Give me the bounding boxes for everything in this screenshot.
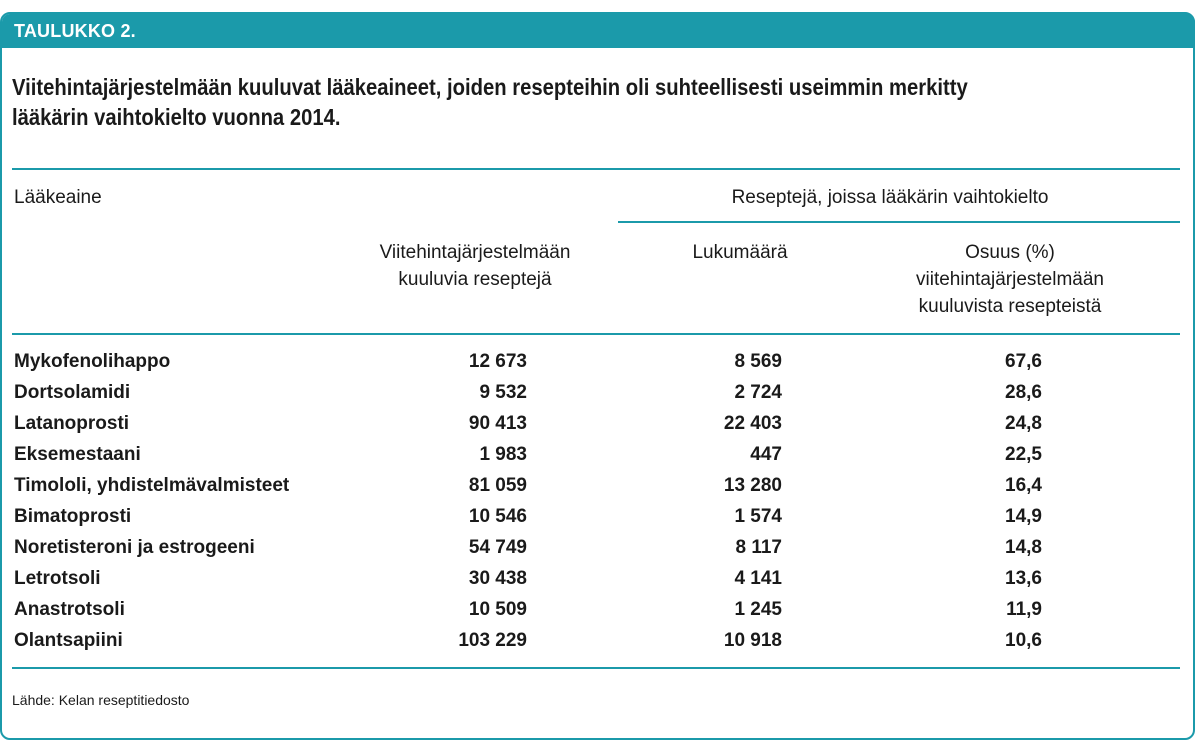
ban-share: 16,4 bbox=[1005, 475, 1042, 496]
total-prescriptions: 81 059 bbox=[468, 475, 527, 496]
ban-share: 22,5 bbox=[1005, 444, 1042, 465]
ban-share: 14,9 bbox=[1005, 506, 1042, 527]
header-col-count: Lukumäärä bbox=[692, 242, 788, 263]
group-rule bbox=[618, 221, 1180, 223]
ban-count: 22 403 bbox=[723, 413, 782, 434]
ban-share: 13,6 bbox=[1005, 568, 1042, 589]
header-col-total-line-2: kuuluvia reseptejä bbox=[398, 269, 552, 290]
header-drug: Lääkeaine bbox=[14, 187, 102, 208]
total-prescriptions: 103 229 bbox=[458, 630, 527, 651]
header-group: Reseptejä, joissa lääkärin vaihtokielto bbox=[731, 187, 1049, 208]
ban-count: 1 245 bbox=[734, 599, 782, 620]
ban-count: 2 724 bbox=[734, 382, 782, 403]
drug-name: Latanoprosti bbox=[14, 413, 130, 434]
total-prescriptions: 30 438 bbox=[468, 568, 527, 589]
ban-count: 1 574 bbox=[734, 506, 782, 527]
source-note: Lähde: Kelan reseptitiedosto bbox=[12, 692, 190, 708]
total-prescriptions: 1 983 bbox=[479, 444, 527, 465]
drug-name: Timololi, yhdistelmävalmisteet bbox=[14, 475, 290, 496]
total-prescriptions: 12 673 bbox=[468, 351, 527, 372]
header-col-share-line-3: kuuluvista resepteistä bbox=[918, 296, 1102, 317]
ban-share: 10,6 bbox=[1005, 630, 1042, 651]
ban-count: 447 bbox=[750, 444, 782, 465]
header-col-share-line-2: viitehintajärjestelmään bbox=[916, 269, 1104, 290]
header-col-total-line-1: Viitehintajärjestelmään bbox=[379, 242, 571, 263]
ban-share: 67,6 bbox=[1005, 351, 1042, 372]
header-col-share-line-1: Osuus (%) bbox=[965, 242, 1055, 263]
header-col-share bbox=[850, 239, 1170, 320]
ban-count: 8 117 bbox=[735, 537, 782, 558]
total-prescriptions: 90 413 bbox=[468, 413, 527, 434]
ban-share: 11,9 bbox=[1006, 599, 1042, 620]
drug-name: Eksemestaani bbox=[14, 444, 141, 465]
ban-count: 8 569 bbox=[734, 351, 782, 372]
total-prescriptions: 9 532 bbox=[479, 382, 527, 403]
total-prescriptions: 10 546 bbox=[468, 506, 527, 527]
header-rule bbox=[12, 333, 1180, 335]
drug-name: Olantsapiini bbox=[14, 630, 123, 651]
ban-share: 14,8 bbox=[1005, 537, 1042, 558]
ban-share: 28,6 bbox=[1005, 382, 1042, 403]
total-prescriptions: 54 749 bbox=[468, 537, 527, 558]
drug-name: Anastrotsoli bbox=[14, 599, 125, 620]
ban-share: 24,8 bbox=[1005, 413, 1042, 434]
drug-name: Bimatoprosti bbox=[14, 506, 132, 527]
drug-name: Noretisteroni ja estrogeeni bbox=[14, 537, 255, 558]
drug-name: Dortsolamidi bbox=[14, 382, 131, 403]
header-col-total bbox=[320, 239, 630, 293]
ban-count: 4 141 bbox=[734, 568, 782, 589]
table-number: TAULUKKO 2. bbox=[14, 21, 136, 41]
drug-name: Letrotsoli bbox=[14, 568, 101, 589]
ban-count: 13 280 bbox=[723, 475, 782, 496]
table-tag-bar bbox=[2, 14, 1195, 48]
table-title bbox=[12, 72, 1147, 132]
title-line-2: lääkärin vaihtokielto vuonna 2014. bbox=[12, 104, 341, 130]
drug-name: Mykofenolihappo bbox=[14, 351, 171, 372]
title-line-1: Viitehintajärjestelmään kuuluvat lääkeaineet, joiden resepteihin oli suhteellisesti useimmin merkitty bbox=[12, 74, 968, 100]
total-prescriptions: 10 509 bbox=[468, 599, 527, 620]
top-rule bbox=[12, 168, 1180, 170]
bottom-rule bbox=[12, 667, 1180, 669]
ban-count: 10 918 bbox=[723, 630, 782, 651]
